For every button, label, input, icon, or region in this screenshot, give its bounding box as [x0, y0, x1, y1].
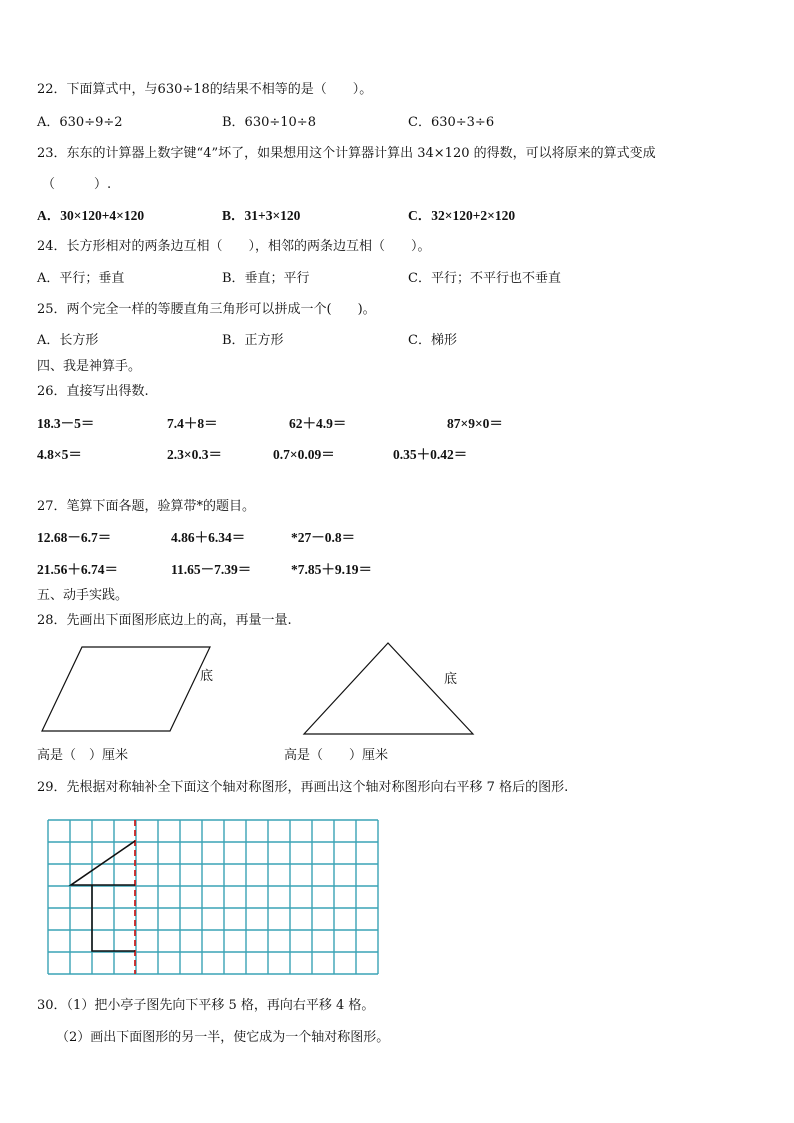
q27-item: 21.56＋6.74＝: [37, 562, 118, 577]
q23-blank: （ ）.: [42, 177, 112, 192]
q30-stem: 30．（1）把小亭子图先向下平移 5 格，再向右平移 4 格。: [37, 998, 375, 1013]
q26-item: 7.4＋8＝: [167, 416, 218, 431]
q26-item: 18.3－5＝: [37, 416, 95, 431]
q27-item: 12.68－6.7＝: [37, 530, 112, 545]
q26-stem: 26．直接写出得数.: [37, 384, 149, 399]
q25-stem: 25．两个完全一样的等腰直角三角形可以拼成一个( )。: [37, 302, 376, 317]
q26-item: 62＋4.9＝: [289, 416, 347, 431]
section-4-heading: 四、我是神算手。: [37, 359, 142, 374]
q23-stem: 23．东东的计算器上数字键“4”坏了，如果想用这个计算器计算出 34×120 的得数，可以将原来的算式变成: [37, 146, 656, 161]
q26-item: 2.3×0.3＝: [167, 447, 222, 462]
q22-option-c: C．630÷3÷6: [408, 115, 495, 130]
q29-grid: [46, 818, 388, 976]
q25-option-c: C．梯形: [408, 333, 457, 348]
q27-item: *27－0.8＝: [291, 530, 356, 545]
q27-item: 11.65－7.39＝: [171, 562, 252, 577]
q27-item: *7.85＋9.19＝: [291, 562, 372, 577]
q29-stem: 29．先根据对称轴补全下面这个轴对称图形，再画出这个轴对称图形向右平移 7 格后的图形.: [37, 780, 569, 795]
q26-item: 87×9×0＝: [447, 416, 503, 431]
q22-option-a: A．630÷9÷2: [37, 115, 123, 130]
half-figure: [71, 841, 135, 885]
q24-option-a: A．平行；垂直: [37, 271, 125, 286]
q22-stem: 22．下面算式中，与630÷18的结果不相等的是（ ）。: [37, 82, 373, 97]
q25-option-b: B．正方形: [222, 333, 284, 348]
triangle-base-label: 底: [444, 672, 458, 687]
q26-item: 0.35＋0.42＝: [393, 447, 468, 462]
parallelogram: [42, 647, 210, 731]
q27-stem: 27．笔算下面各题，验算带*的题目。: [37, 499, 256, 514]
q25-option-a: A．长方形: [37, 333, 99, 348]
section-5-heading: 五、动手实践。: [37, 588, 129, 603]
q24-option-c: C．平行；不平行也不垂直: [408, 271, 561, 286]
q28-answer-2: 高是（ ）厘米: [284, 748, 389, 763]
q23-option-c: C．32×120+2×120: [408, 208, 516, 223]
parallelogram-base-label: 底: [200, 669, 214, 684]
q27-item: 4.86＋6.34＝: [171, 530, 246, 545]
q23-option-b: B．31+3×120: [222, 208, 301, 223]
q30-part-2: （2）画出下面图形的另一半，使它成为一个轴对称图形。: [56, 1030, 390, 1045]
q24-stem: 24．长方形相对的两条边互相（ ），相邻的两条边互相（ ）。: [37, 239, 431, 254]
q23-option-a: A．30×120+4×120: [37, 208, 145, 223]
q26-item: 0.7×0.09＝: [273, 447, 335, 462]
q22-option-b: B．630÷10÷8: [222, 115, 316, 130]
q28-answer-1: 高是（ ）厘米: [37, 748, 129, 763]
q26-item: 4.8×5＝: [37, 447, 82, 462]
q28-stem: 28．先画出下面图形底边上的高，再量一量.: [37, 613, 292, 628]
q24-option-b: B．垂直；平行: [222, 271, 310, 286]
triangle: [304, 643, 473, 734]
